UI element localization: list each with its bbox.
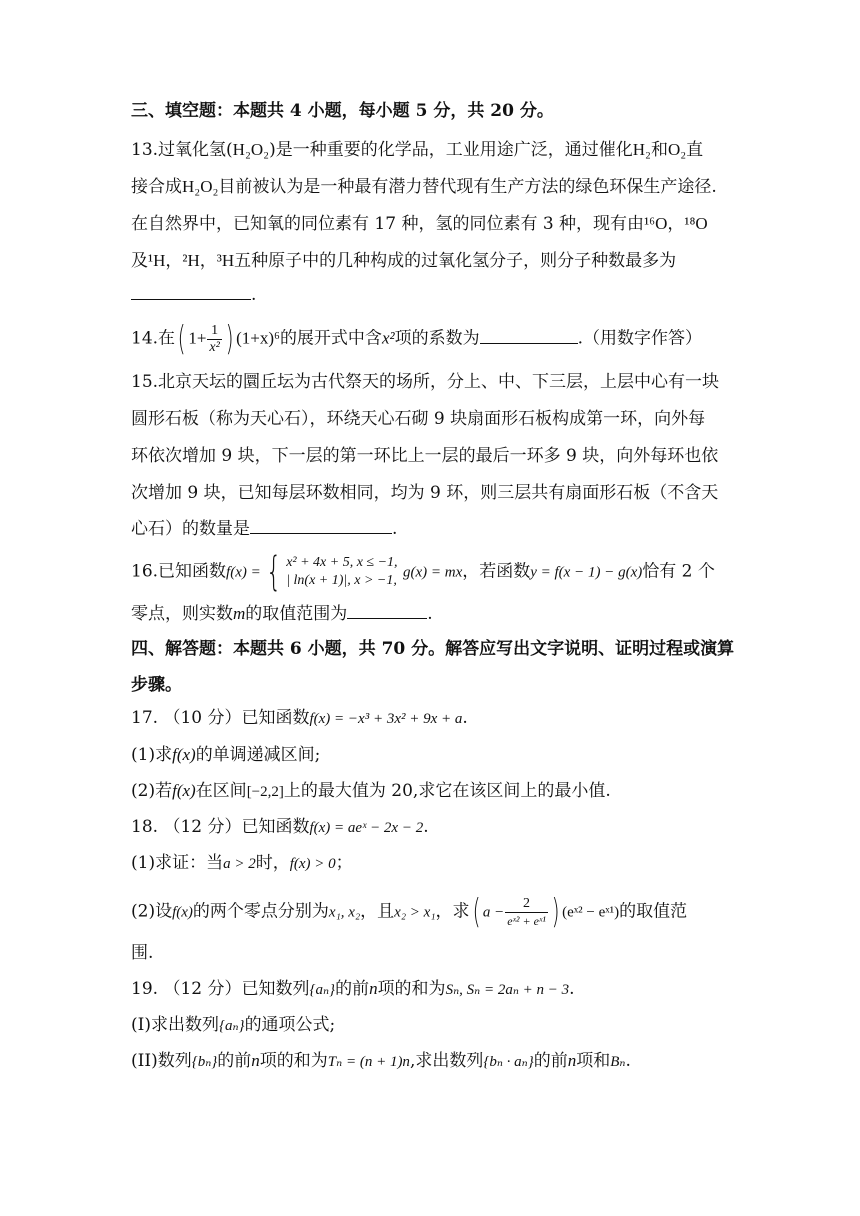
q17-part-1: (1)求f(x)的单调递减区间; (131, 745, 321, 765)
section-4-heading-line-2: 步骤。 (131, 675, 182, 695)
q19-part-2: (II)数列{bₙ}的前n项的和为Tₙ = (n + 1)n,求出数列{bₙ · aₙ}的前n项和Bₙ. (131, 1051, 631, 1071)
q15-line-2: 圆形石板（称为天心石），环绕天心石砌 9 块扇面形石板构成第一环，向外每 (131, 409, 706, 429)
q15-line-3: 环依次增加 9 块，下一层的第一环比上一层的最后一环多 9 块，向外每环也依 (131, 446, 719, 466)
q15-answer-blank[interactable] (250, 517, 392, 534)
q15-line-5: 心石）的数量是 . (131, 519, 398, 539)
q15-line-4: 次增加 9 块，已知每层环数相同，均为 9 环，则三层共有扇面形石板（不含天 (131, 483, 719, 503)
q13-line-2: 接合成H₂O₂目前被认为是一种最有潜力替代现有生产方法的绿色环保生产途径. (131, 177, 717, 197)
q18-part-2-line-2: 围. (131, 943, 154, 963)
q19-part-1: (I)求出数列{aₙ}的通项公式; (131, 1015, 336, 1035)
q14-answer-blank[interactable] (480, 327, 578, 344)
q16-piecewise: x² + 4x + 5, x ≤ −1, | ln(x + 1)|, x > −1, (286, 555, 398, 588)
q13-line-3: 在自然界中，已知氧的同位素有 17 种，氢的同位素有 3 种，现有由¹⁶O，¹⁸O (131, 214, 708, 234)
q14-line: 14.在( 1+ $\frac{1}{\text{x²}}$ ) (1+x)⁶的展开式中含x²项的系数为 .（用数字作答） (131, 319, 702, 359)
q16-line-1: 16.已知函数f(x) = { x² + 4x + 5, x ≤ −1, | ln(x + 1)|, x > −1, g(x) = mx，若函数y = f(x − 1) − g(x)恰有 2 个 (131, 549, 715, 595)
q18-fraction: $\frac{2}{\text{eˣ² + eˣ¹}}$ (507, 895, 546, 928)
q18-part-1: (1)求证：当a > 2时，f(x) > 0； (131, 853, 353, 873)
q13-line-4: 及¹H，²H，³H五种原子中的几种构成的过氧化氢分子，则分子种数最多为 (131, 251, 677, 271)
q15-line-1: 15.北京天坛的圜丘坛为古代祭天的场所，分上、中、下三层，上层中心有一块 (131, 372, 720, 392)
q16-answer-blank[interactable] (347, 602, 427, 619)
q17-part-2: (2)若f(x)在区间[−2,2]上的最大值为 20,求它在该区间上的最小值. (131, 781, 611, 801)
q18-part-2: (2)设f(x)的两个零点分别为x₁, x₂，且x₂ > x₁，求( a − $\frac{2}{\text{eˣ² + eˣ¹}}$ ) (eˣ² − eˣ¹)的取值范 (131, 892, 688, 932)
q14-fraction: $\frac{1}{\text{x²}}$ (209, 322, 220, 355)
q13-line-1: 13.过氧化氢(H₂O₂)是一种重要的化学品，工业用途广泛，通过催化H₂和O₂直 (131, 140, 704, 160)
q13-answer-line: . (131, 283, 256, 307)
q13-answer-blank[interactable] (131, 283, 251, 300)
section-3-heading: 三、填空题：本题共 4 小题，每小题 5 分，共 20 分。 (131, 101, 554, 121)
q16-line-2: 零点，则实数m的取值范围为 . (131, 604, 433, 624)
section-4-heading-line-1: 四、解答题：本题共 6 小题，共 70 分。解答应写出文字说明、证明过程或演算 (131, 639, 735, 659)
q18-line-1: 18. （12 分）已知函数f(x) = aeˣ − 2x − 2. (131, 817, 429, 837)
q19-line-1: 19. （12 分）已知数列{aₙ}的前n项的和为Sₙ, Sₙ = 2aₙ + n − 3. (131, 979, 575, 999)
q17-line-1: 17. （10 分）已知函数f(x) = −x³ + 3x² + 9x + a. (131, 708, 468, 728)
